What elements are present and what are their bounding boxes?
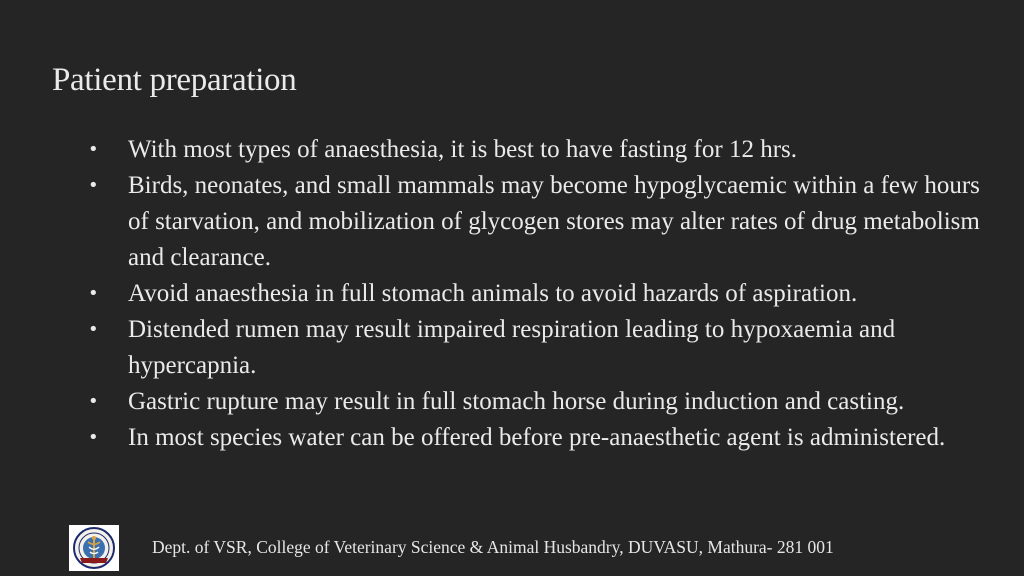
bullet-text: Distended rumen may result impaired respiration leading to hypoxaemia and hypercapnia.	[128, 316, 896, 379]
list-item	[88, 276, 998, 312]
bullet-icon: •	[88, 427, 99, 448]
bullet-text: In most species water can be offered before pre-anaesthetic agent is administered.	[128, 424, 946, 451]
bullet-icon: •	[88, 283, 99, 304]
list-item	[88, 312, 998, 384]
bullet-icon: •	[88, 175, 99, 196]
list-item	[88, 168, 998, 276]
bullet-list	[88, 132, 998, 456]
bullet-icon: •	[88, 319, 99, 340]
university-seal-icon	[69, 525, 119, 571]
seal-graphic	[69, 525, 119, 571]
bullet-text: Birds, neonates, and small mammals may become hypoglycaemic within a few hours of starvation, and mobilization of glycogen stores may alter rates of drug metabolism and clearance.	[128, 172, 980, 271]
slide-title: Patient preparation	[52, 62, 297, 98]
bullet-text: Gastric rupture may result in full stomach horse during induction and casting.	[128, 388, 905, 415]
bullet-text: With most types of anaesthesia, it is best to have fasting for 12 hrs.	[128, 136, 798, 163]
bullet-text: Avoid anaesthesia in full stomach animals to avoid hazards of aspiration.	[128, 280, 858, 307]
bullet-icon: •	[88, 391, 99, 412]
list-item	[88, 384, 998, 420]
list-item	[88, 420, 998, 456]
bullet-icon: •	[88, 139, 99, 160]
footer-text: Dept. of VSR, College of Veterinary Science & Animal Husbandry, DUVASU, Mathura- 281 001	[152, 537, 834, 557]
list-item	[88, 132, 998, 168]
